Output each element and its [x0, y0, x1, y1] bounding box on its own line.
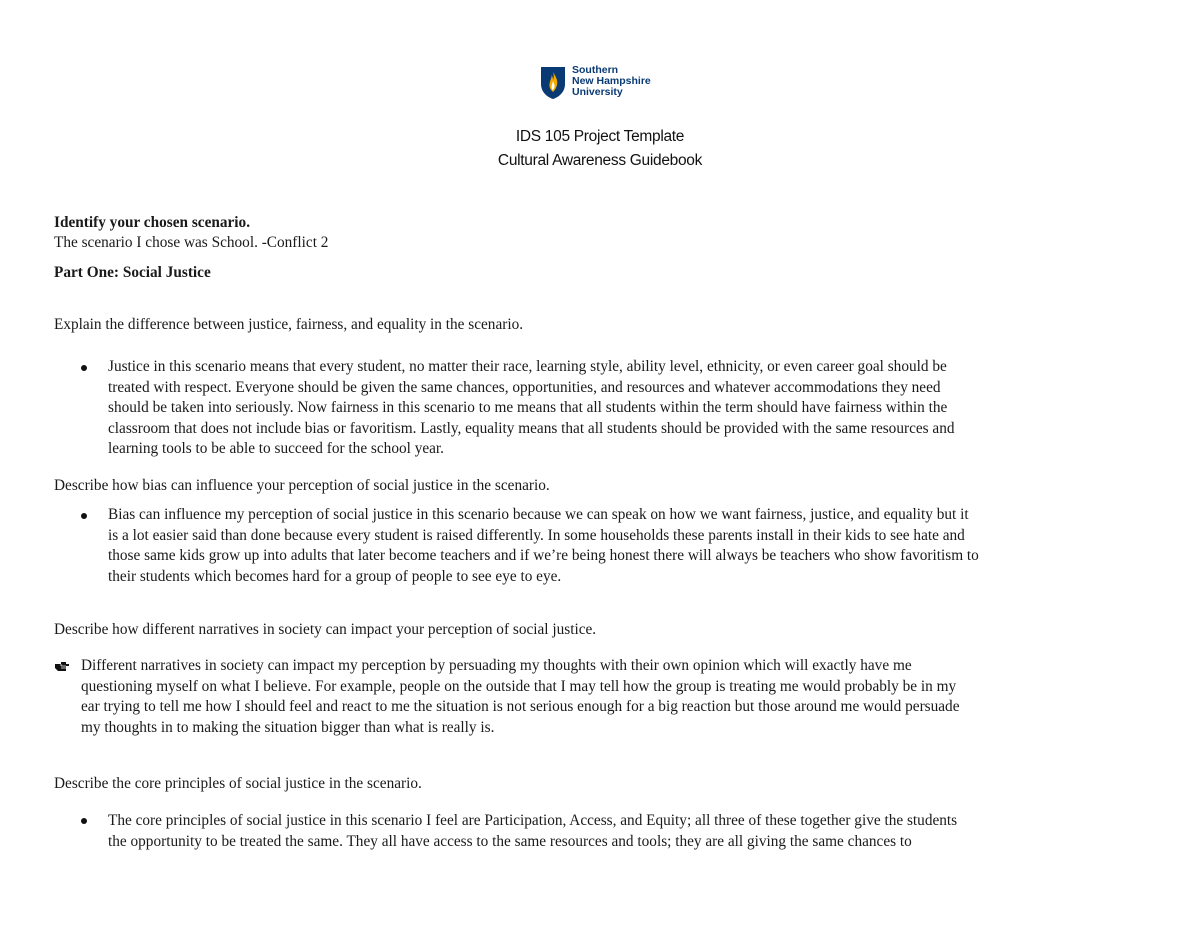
answer-line: treated with respect. Everyone should be given the same chances, opportunities, and resources and whatever accommodations they need — [108, 378, 941, 396]
logo-wordmark — [572, 65, 651, 98]
flame-shield-icon — [540, 66, 566, 100]
question-narratives: Describe how different narratives in society can impact your perception of social justice. — [54, 621, 597, 638]
university-logo — [540, 66, 651, 100]
answer-line: their students which becomes hard for a group of people to see eye to eye. — [108, 567, 562, 585]
answer-bias — [108, 505, 1158, 587]
answer-line: questioning myself on what I believe. For example, people on the outside that I may tell how the group is treating me would probably be in my — [81, 677, 957, 695]
question-core-principles: Describe the core principles of social justice in the scenario. — [54, 775, 422, 792]
answer-narratives — [81, 656, 1161, 738]
pointing-hand-icon — [54, 660, 70, 672]
answer-line: is a lot easier said than done because every student is raised differently. In some households these parents install in their kids to see hate and — [108, 526, 965, 544]
answer-line: my thoughts in to making the situation bigger than what is really is. — [81, 718, 495, 736]
answer-line: should be taken into seriously. Now fairness in this scenario to me means that all students within the term should have fairness within the — [108, 399, 948, 416]
answer-line: Different narratives in society can impact my perception by persuading my thoughts with their own opinion which will exactly have me — [81, 657, 912, 674]
document-title: IDS 105 Project Template — [515, 128, 685, 145]
scenario-answer: The scenario I chose was School. -Conflict 2 — [54, 234, 329, 251]
document-subtitle: Cultural Awareness Guidebook — [497, 152, 703, 169]
answer-line: The core principles of social justice in this scenario I feel are Participation, Access, and Equity; all three of these together give the students — [108, 812, 958, 829]
logo-line-1: Southern — [572, 64, 619, 76]
part-one-heading: Part One: Social Justice — [54, 264, 211, 281]
bullet-icon — [81, 818, 87, 824]
question-justice-fairness-equality: Explain the difference between justice, fairness, and equality in the scenario. — [54, 316, 524, 333]
answer-justice-fairness-equality — [108, 357, 1158, 460]
bullet-icon — [81, 365, 87, 371]
answer-line: classroom that does not include bias or favoritism. Lastly, equality means that all students should be provided with the same resources and — [108, 419, 955, 437]
question-bias: Describe how bias can influence your perception of social justice in the scenario. — [54, 477, 550, 494]
answer-core-principles — [108, 811, 1158, 852]
answer-line: Justice in this scenario means that every student, no matter their race, learning style, ability level, ethnicity, or even career goal should be — [108, 358, 947, 375]
logo-line-3: University — [572, 86, 623, 98]
answer-line: ear trying to tell me how I should feel and react to me the situation is not serious enough for a big reaction but those around me would persuade — [81, 698, 960, 715]
answer-line: those same kids grow up into adults that later become teachers and if we’re being honest there will always be teachers who show favoritism to — [108, 547, 979, 564]
bullet-icon — [81, 513, 87, 519]
answer-line: learning tools to be able to succeed for the school year. — [108, 440, 444, 457]
answer-line: Bias can influence my perception of social justice in this scenario because we can speak on how we want fairness, justice, and equality but it — [108, 506, 969, 523]
answer-line: the opportunity to be treated the same. They all have access to the same resources and tools; they are all giving the same chances to — [108, 832, 912, 850]
logo-line-2: New Hampshire — [572, 75, 651, 87]
scenario-heading: Identify your chosen scenario. — [54, 214, 251, 231]
